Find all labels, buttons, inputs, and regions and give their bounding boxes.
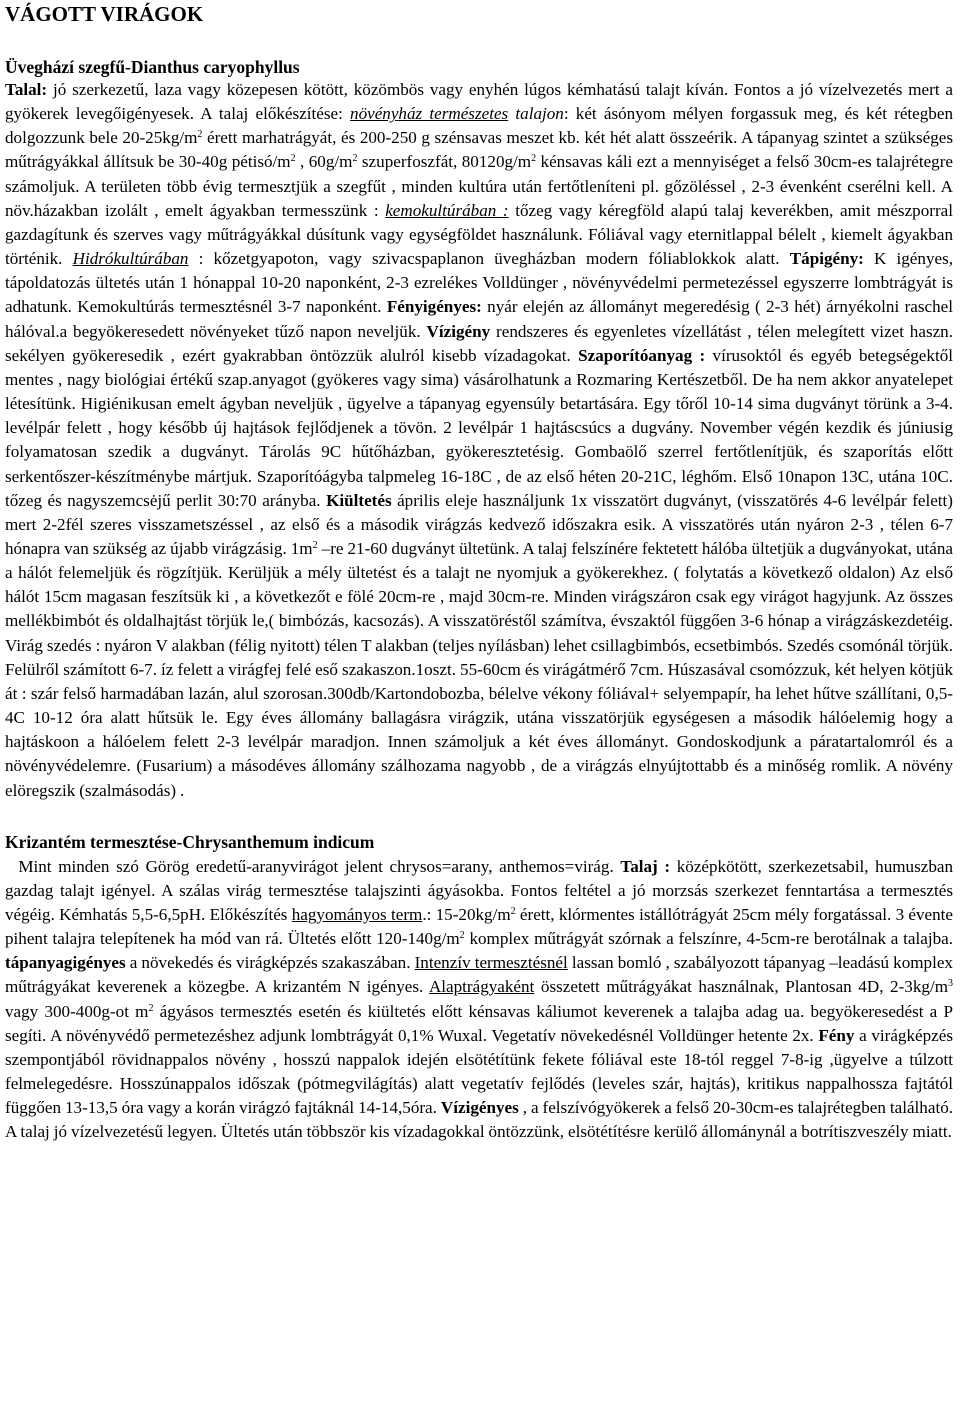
s2-t6: 2 — [510, 906, 516, 917]
s2-t23: , a felszívógyökerek a felső 20-30cm-es talajrétegben található. A talaj jó vízelvezetésű legyen. Ültetés után többször kis vízadagokkal öntözzünk, elsötétítésre kerülő állománynál a botrítiszveszély miatt. — [5, 1098, 954, 1142]
section-body-chrysanthemum — [5, 855, 953, 1145]
s2-t22: Vízigényes — [440, 1098, 519, 1118]
s2-t10: tápanyagigényes — [5, 953, 126, 973]
s1-t5: talajon — [515, 104, 564, 124]
document-title: VÁGOTT VIRÁGOK — [5, 2, 204, 26]
s2-t3: középkötött, szerkezetsabil, humuszban gazdag talajt igényel. A szálas virág termesztése talajszinti ágyásokba. Fontos feltétel a jó morzsás szerkezet fenntartása a termesztés végéig. Kémhatás 5,5-6,5pH. Előkészítés — [5, 856, 954, 924]
s1-t1: Talal: — [5, 80, 48, 99]
s2-t4: hagyományos term — [291, 905, 423, 924]
s1-t6: : két ásónyom mélyen forgassuk meg, és két rétegben dolgozzunk bele 20-25kg/m — [5, 104, 953, 148]
s2-t11: a növekedés és virágképzés szakaszában. — [125, 953, 415, 973]
s1-t18: : kőzetgyapoton, vagy szivacspaplanon üvegházban modern fóliablokkok alatt. — [188, 249, 790, 269]
document-page — [5, 0, 953, 1145]
s1-t24: rendszeres és egyenletes vízellátást , télen melegített vizet haszn. sekélyen gyökeresedik , ezért gyakrabban öntözzük alulról kisebb vízadagokat. — [5, 321, 953, 365]
s1-t3: növényház természetes — [350, 104, 509, 124]
s1-t13: 2 — [531, 153, 537, 165]
s1-t8: érett marhatrágyát, és 200-250 g szénsavas meszet kb. két hét alatt összeérik. A tápanyag szintet a szükséges műtrágyákkal állítsuk be 30-40g pétisó/m — [5, 128, 954, 172]
s1-t29: 2 — [312, 539, 318, 551]
s2-t13: lassan bomló , szabályozott tápanyag –leadású komplex műtrágyákat keverenek a közegbe. A krizantém N igényes. — [5, 953, 953, 997]
s1-t10: , 60g/m — [295, 152, 353, 172]
s1-t21: Fényigényes: — [386, 297, 482, 317]
s2-t19: ágyásos termesztés esetén és kiültetés előtt kénsavas káliumot keverenek a talajba adag ua. begyökeresedést a P segíti. A növényvédő permetezéshez adjunk lombtrágyát 0,1% Wuxal. Vegetatív növekedésnél Volldünger hetente 2x. — [5, 1001, 953, 1045]
s1-t23: Vízigény — [426, 321, 491, 341]
section-title-chrysanthemum: Krizantém termesztése-Chrysanthemum indicum — [5, 831, 375, 852]
s2-t15: összetett műtrágyákat használnak, Plantosan 4D, 2-3kg/m — [534, 977, 948, 997]
s1-t28: április eleje használjunk 1x visszatört dugványt, (visszatörés 4-6 levélpár felett) mert 2-2fél szeres visszametszéssel , az első és a második virágzás kedvező időszakra esik. A visszatörés után nyáron 2-3 , télen 6-7 hónapra van szükség az újabb virágzásig. 1m — [5, 490, 953, 558]
s1-t27: Kiültetés — [326, 490, 392, 510]
s1-t17: Hidrókultúrában — [72, 249, 189, 269]
section-body-carnation — [5, 78, 953, 803]
s1-t14: kénsavas káli ezt a mennyiséget a felső 30cm-es talajrétegre számoljuk. A területen több évig termesztjük a szegfűt , minden kultúra után fertőtleníteni pl. gőzöléssel , 2-3 évenként cserélni kell. A növ.házakban izolált , emelt ágyakban termesszünk : — [5, 152, 954, 220]
s1-t2: jó szerkezetű, laza vagy közepesen kötött, közömbös vagy enyhén lúgos kémhatású talajt kíván. Fontos a jó vízelvezetés mert a gyökerek levegőigényesek. A talaj előkészítése: — [5, 80, 953, 124]
s1-t12: szuperfoszfát, 80120g/m — [357, 152, 532, 172]
s2-t18: 2 — [148, 1002, 154, 1014]
s1-t22: nyár elején az állományt megeredésig ( 2-3 hét) árnyékolni raschel hálóval.a begyökeresedett növényeket tűző napon neveljük. — [5, 297, 953, 341]
s2-t21: a virágképzés szempontjából rövidnappalos növény , hosszú nappalok idején elsötétítünk fekete fóliával este 18-tól reggel 7-8-ig ,ügyelve a túlzott felmelegedésre. Hosszúnappalos időszak (pótmegvilágítás) alatt vegetatív fejlődés (leveles szár, hajtás), kritikus nappalhossza fajtától függően 13-13,5 óra vagy a korán virágzó fajtáknál 14-14,5óra. — [5, 1025, 953, 1118]
s2-t9: komplex műtrágyát szórnak a felszínre, 4-5cm-re berotálnak a talajba. — [464, 929, 953, 949]
s1-t30: –re 21-60 dugványt ültetünk. A talaj felszínére fektetett hálóba ültetjük a dugványokat, utána a hálót felemeljük és rögzítjük. Kerüljük a mély ültetést és a talajt ne nyomjuk a gyökerekhez. ( folytatás a következő oldalon) Az első hálót 15cm magasan feszítsük ki , a következőt e fölé 20cm-re , majd 30cm-re. Minden virágszáron csak egy virágot hagyjunk. Az összes mellékbimbót és oldalhajtást törjük le,( bimbózás, kacsozás). A visszatöréstől számítva, évszaktól függően 3-6 hónap a virágzáskezdetéig. Virág szedés : nyáron V alakban (félig nyitott) télen T alakban (teljes nyílásban) lehet csillagbimbós, ecsetbimbós. Szedés csomónál törjük. Felülről számított 6-7. íz felett a virágfej felé eső szakaszon.1oszt. 55-60cm és virágátmérő 7cm. Húszasával csomózzuk, két helyen kötjük át : szár felső harmadában lazán, alul szorosan.300db/Kartondobozba, bélelve vékony fóliával+ selyempapír, ha lehet hűtve szállítani, 0,5-4C 10-12 óra alatt hűtsük le. Egy éves állomány ballagásra virágzik, utána visszatörjük egységesen a második hálóelemig hogy a hajtáskoon a hálóelem felett 2-3 levélpár maradjon. Innen számoljuk a két éves állományt. Gondoskodjunk a páratartalomról és a növényvédelemre. (Fusarium) a másodéves állomány szálhozama nagyobb , de a virágzás elnyújtottabb és a minőség romlik. A növény elöregszik (szalmásodás) . — [5, 538, 953, 800]
s2-t20: Fény — [818, 1025, 855, 1045]
s1-t7: 2 — [197, 129, 203, 141]
s1-t11: 2 — [352, 153, 358, 165]
section-title-carnation: Üveghází szegfű-Dianthus caryophyllus — [5, 57, 300, 77]
s2-t2: Talaj : — [620, 856, 671, 876]
s2-t7: érett, klórmentes istállótrágyát 25cm mély forgatással. 3 évente pihent talajra telepítenek ha mód van rá. Ültetés előtt 120-140g/m — [5, 905, 954, 949]
s1-t25: Szaporítóanyag : — [578, 345, 706, 365]
s1-t9: 2 — [290, 153, 296, 165]
s2-t12: Intenzív termesztésnél — [414, 953, 568, 973]
s2-t14: Alaptrágyaként — [428, 977, 535, 997]
s1-t16: tőzeg vagy kéregföld alapú talaj keverékben, amit mészporral gazdagítunk és szerves vagy műtrágyákkal dúsítunk vagy egységföldet használunk. Fóliával vagy eternitlappal bélelt , kiemelt ágyakban történik. — [5, 200, 953, 269]
s2-t17: vagy 300-400g-ot m — [5, 1001, 149, 1021]
s1-t19: Tápigény: — [789, 249, 864, 269]
s1-t15: kemokultúrában : — [385, 200, 509, 220]
s1-t26: vírusoktól és egyéb betegségektől mentes , nagy biológiai értékű szap.anyagot (gyökeres vagy sima) vásárolhatunk a Rozmaring Kertészetből. De ha nem akkor anyatelepet létesítünk. Higiénikusan emelt ágyban neveljük , ügyelve a tápanyag egyensúly betartására. Egy tőről 10-14 sima dugványt törünk a 3-4. levélpár felett , hogy később új hajtások fejlődjenek a tövön. 2 levélpár 1 hajtáscsúcs a dugvány. November végén kezdik és júniusig folyamatosan szedik a dugványt. Tárolás 9C hűtőházban, gyökeresztetésig. Gombaölő szerrel fertőtlenítjük, és szaporítás előtt serkentőszer-készítménybe mártjuk. Szaporítóágyba talpmeleg 16-18C , de az első héten 20-21C, léghőm. Első 10napon 13C, utána 10C. tőzeg és nagyszemcsėjű perlit 30:70 arányba. — [5, 345, 953, 510]
s1-t20: K igényes, tápoldatozás ültetés után 1 hónappal 10-20 naponként, 2-3 ezrelékes Volldünger , növényvédelmi permetezéssel egyszerre lombtrágyát is adhatunk. Kemokultúrás termesztésnél 3-7 naponként. — [5, 249, 954, 317]
s2-t5: .: 15-20kg/m — [422, 905, 511, 924]
s2-t1: Mint minden szó Görög eredetű-aranyvirágot jelent chrysos=arany, anthemos=virág. — [18, 856, 621, 876]
s2-t8: 2 — [459, 930, 465, 942]
s2-t16: 3 — [948, 978, 953, 990]
